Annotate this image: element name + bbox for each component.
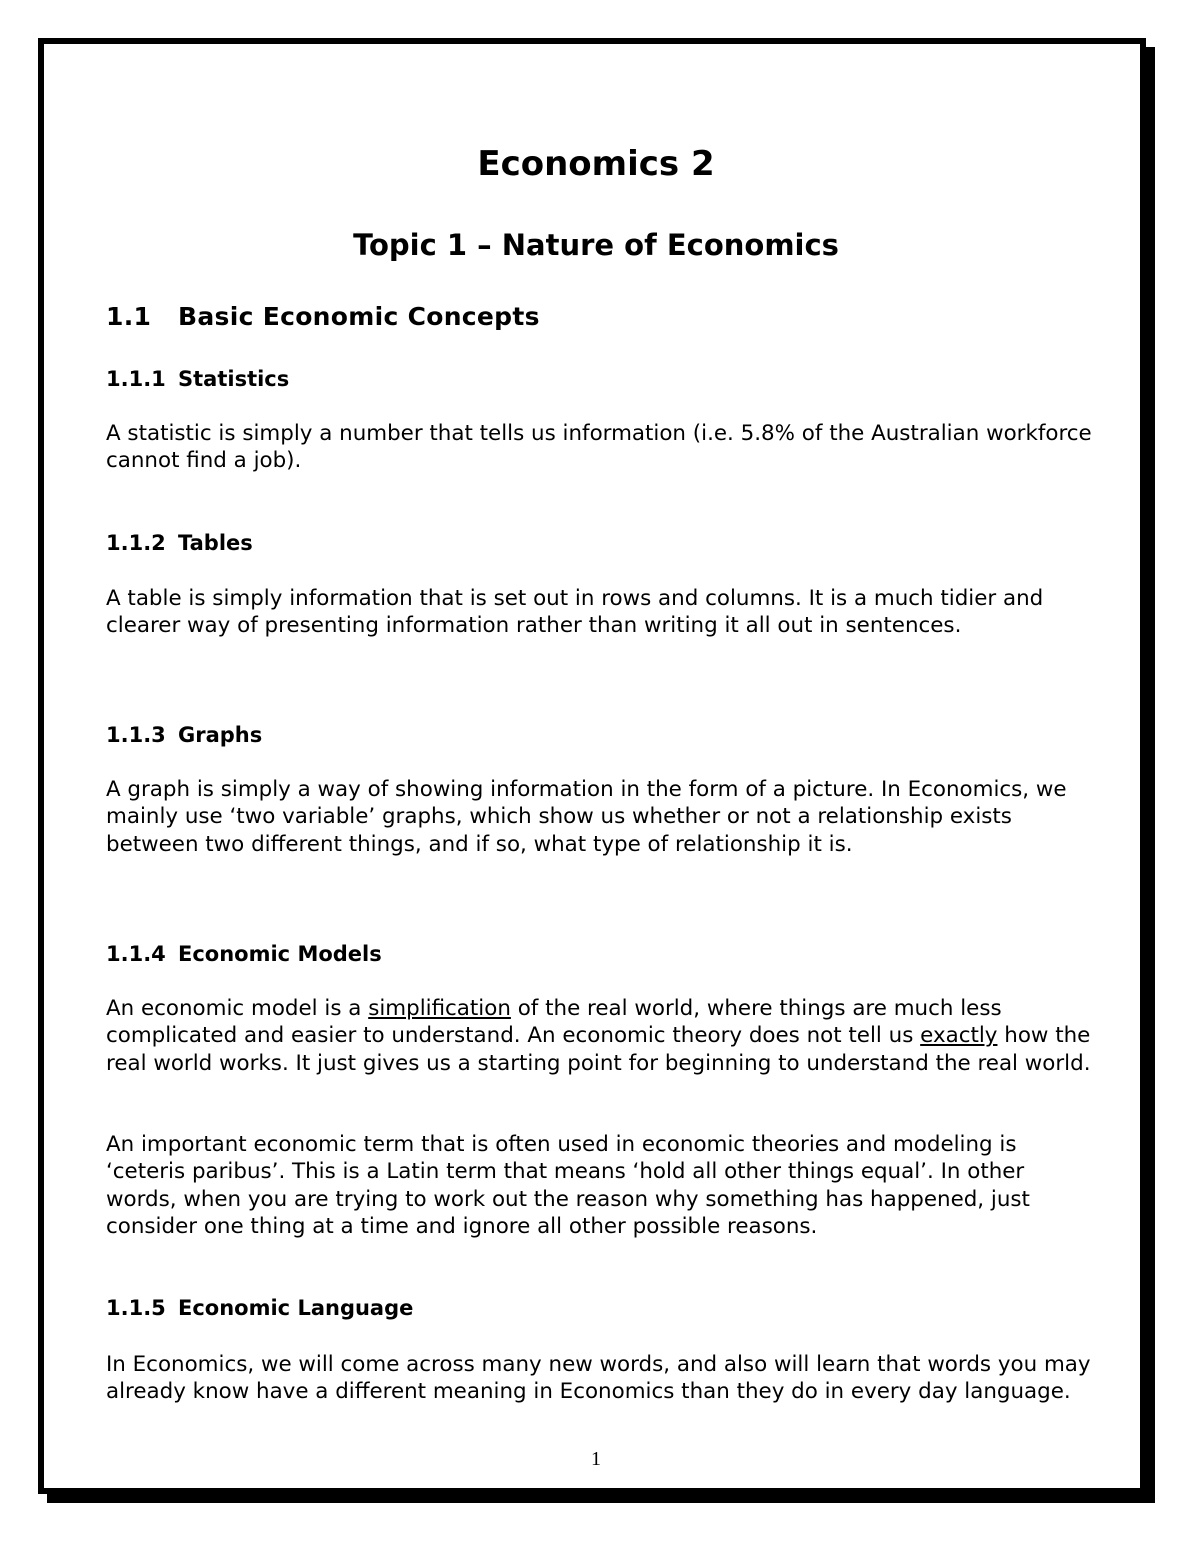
section-title: Basic Economic Concepts bbox=[178, 302, 540, 331]
subsection-number: 1.1.3 bbox=[106, 723, 166, 747]
subsection-number: 1.1.2 bbox=[106, 531, 166, 555]
subsection-number: 1.1.5 bbox=[106, 1296, 166, 1320]
document-title: Economics 2 bbox=[477, 144, 715, 184]
section-heading bbox=[106, 302, 540, 331]
text-run: of the real world, where things are much less complicated and easier to understand. An economic theory does not tell us bbox=[106, 996, 1002, 1049]
subsection-number: 1.1.1 bbox=[106, 367, 166, 391]
subsection-title: Economic Language bbox=[178, 1296, 414, 1320]
paragraph-tables: A table is simply information that is set out in rows and columns. It is a much tidier and clearer way of presenting information rather than writing it all out in sentences. bbox=[106, 586, 1044, 639]
subsection-heading-tables bbox=[106, 531, 253, 555]
subsection-title: Statistics bbox=[178, 367, 290, 391]
topic-title: Topic 1 – Nature of Economics bbox=[353, 228, 839, 262]
paragraph-economic-models-2: An important economic term that is often used in economic theories and modeling is ‘ceteris paribus’. This is a Latin term that means ‘hold all other things equal’. In other words, when you are trying to work out the reason why something has happened, just consider one thing at a time and ignore all other possible reasons. bbox=[106, 1132, 1030, 1240]
paragraph-economic-language: In Economics, we will come across many new words, and also will learn that words you may already know have a different meaning in Economics than they do in every day language. bbox=[106, 1352, 1091, 1405]
subsection-heading-economic-models bbox=[106, 942, 382, 966]
section-number: 1.1 bbox=[106, 302, 152, 331]
subsection-heading-economic-language bbox=[106, 1296, 413, 1320]
emphasis-simplification: simplification bbox=[368, 996, 511, 1021]
paragraph-graphs: A graph is simply a way of showing information in the form of a picture. In Economics, we mainly use ‘two variable’ graphs, which show us whether or not a relationship exists between two different things, and if so, what type of relationship it is. bbox=[106, 777, 1067, 857]
paragraph-statistics: A statistic is simply a number that tells us information (i.e. 5.8% of the Australian workforce cannot find a job). bbox=[106, 421, 1092, 474]
subsection-heading-statistics bbox=[106, 367, 289, 391]
text-run: how the real world works. It just gives us a starting point for beginning to understand the real world. bbox=[106, 1023, 1091, 1076]
subsection-title: Graphs bbox=[178, 723, 263, 747]
subsection-title: Tables bbox=[178, 531, 253, 555]
subsection-title: Economic Models bbox=[178, 942, 382, 966]
subsection-number: 1.1.4 bbox=[106, 942, 166, 966]
paragraph-economic-models-1 bbox=[106, 995, 1096, 1077]
text-run: An economic model is a bbox=[106, 996, 369, 1021]
emphasis-exactly: exactly bbox=[920, 1023, 998, 1049]
page-number: 1 bbox=[591, 1448, 601, 1470]
subsection-heading-graphs bbox=[106, 723, 262, 747]
